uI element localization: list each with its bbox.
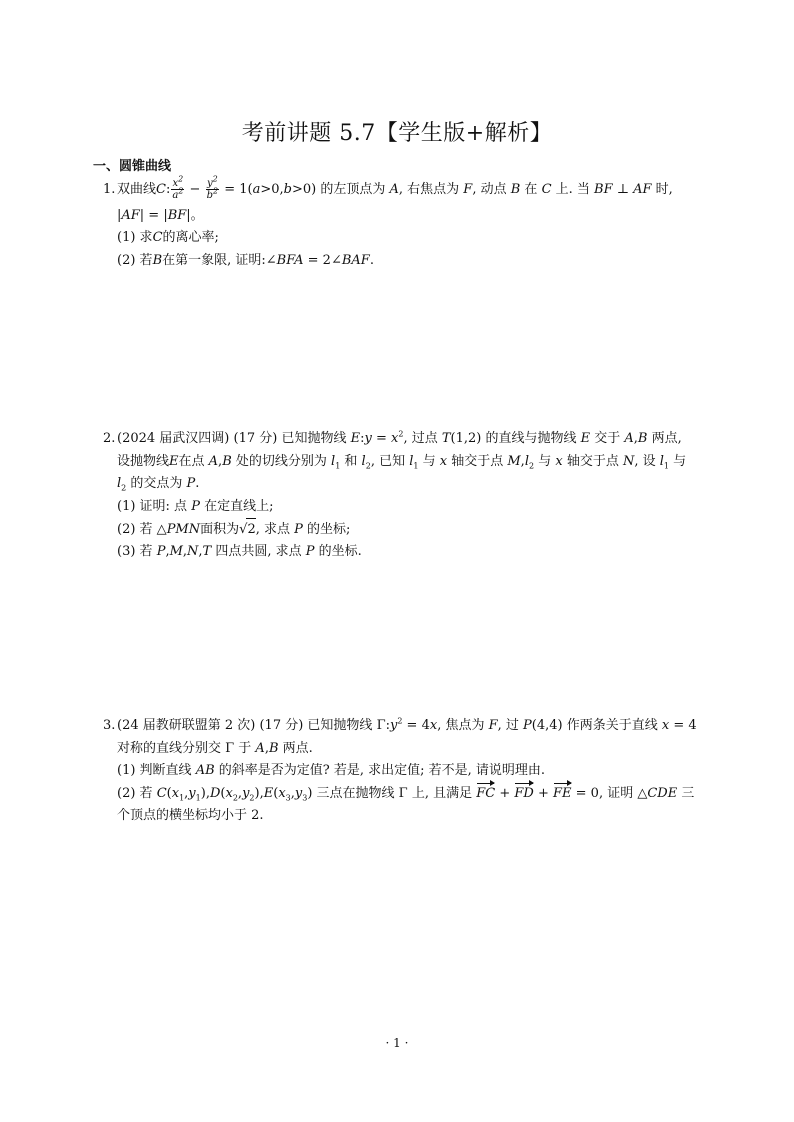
math: P xyxy=(191,498,200,514)
subscript: 2 xyxy=(249,793,255,803)
math: x xyxy=(429,718,438,733)
math: A xyxy=(389,182,399,197)
problem-number: 2. xyxy=(103,431,116,446)
text: 与 xyxy=(669,453,687,469)
problem-3-line-1 xyxy=(103,715,703,738)
math: y xyxy=(294,785,303,801)
page-title: 考前讲题 5.7【学生版+解析】 xyxy=(241,121,553,146)
math: E xyxy=(580,431,591,446)
text: , 求点 xyxy=(255,522,295,537)
text: 两点. xyxy=(278,740,313,756)
math: P xyxy=(186,476,196,491)
problem-1-question-2 xyxy=(103,250,703,273)
text: 的交点为 xyxy=(126,476,187,491)
problem-number: 3. xyxy=(103,718,116,733)
math: E xyxy=(263,785,274,801)
text: ( xyxy=(166,785,172,801)
text: 的坐标; xyxy=(302,522,351,537)
math: x xyxy=(225,785,233,801)
math: F xyxy=(488,718,498,733)
text: 对称的直线分别交 Γ 于 xyxy=(117,740,256,756)
problem-1-line-2 xyxy=(103,205,703,228)
math: C xyxy=(152,230,163,245)
exponent: 2 xyxy=(213,186,219,196)
text: + xyxy=(533,785,553,801)
problem-2-line-1 xyxy=(103,428,703,451)
math: BFA xyxy=(276,252,304,268)
text: 时, xyxy=(651,182,673,197)
math: T xyxy=(441,431,451,446)
text: , xyxy=(237,785,243,801)
math: BAF xyxy=(341,252,370,268)
math: A xyxy=(624,431,634,446)
text: ( xyxy=(220,785,226,801)
math: E xyxy=(350,431,361,446)
text: 四点共圆, 求点 xyxy=(211,543,306,559)
math: x xyxy=(172,178,179,189)
problem-1-line-1 xyxy=(103,174,703,201)
math: a xyxy=(172,190,179,201)
text: . xyxy=(369,252,374,268)
text: , xyxy=(165,543,170,559)
subscript: 1 xyxy=(413,461,419,471)
text: 在定直线上; xyxy=(199,498,274,514)
text: , 右焦点为 xyxy=(398,182,464,197)
text: 在点 xyxy=(178,453,209,469)
math: l xyxy=(361,453,366,469)
sqrt-radicand: 2 xyxy=(246,518,255,542)
subscript: 1 xyxy=(663,461,669,471)
text: + xyxy=(495,785,515,801)
problem-2-question-2 xyxy=(103,518,703,541)
math: M xyxy=(169,543,183,559)
text: (2) 若 △ xyxy=(117,522,167,537)
problem-2-line-3 xyxy=(103,473,703,496)
text: , 动点 xyxy=(472,182,511,197)
text: (4,4) 作两条关于直线 xyxy=(531,718,662,733)
text: 与 xyxy=(418,453,440,469)
subscript: 2 xyxy=(121,483,127,493)
math: y xyxy=(389,718,398,733)
text: (3) 若 xyxy=(117,543,157,559)
text: 两点, xyxy=(647,431,682,446)
exponent: 2 xyxy=(397,716,403,726)
math: B xyxy=(152,252,163,268)
text: (1) 证明: 点 xyxy=(117,498,192,514)
subscript: 2 xyxy=(528,461,535,471)
text: 轴交于点 xyxy=(562,453,623,469)
math: CDE xyxy=(647,785,678,801)
text: , xyxy=(184,785,189,801)
text: = 4 xyxy=(669,718,697,733)
math: x xyxy=(391,431,399,446)
text: ) 三点在抛物线 Γ 上, 且满足 xyxy=(307,785,477,801)
math: PMN xyxy=(166,522,201,537)
exponent: 2 xyxy=(212,174,218,184)
problem-1-question-1 xyxy=(103,227,703,250)
text: 三 xyxy=(677,785,695,801)
math: y xyxy=(188,785,196,801)
text: 在 xyxy=(520,182,542,197)
text: , xyxy=(633,431,638,446)
section-heading: 一、圆锥曲线 xyxy=(93,159,172,174)
vector-fe: FE xyxy=(553,783,572,806)
text: = xyxy=(371,431,391,446)
text: >0, xyxy=(260,182,284,197)
problem-number: 1. xyxy=(103,182,116,197)
text: (1,2) 的直线与抛物线 xyxy=(450,431,581,446)
subscript: 3 xyxy=(302,793,308,803)
text: , xyxy=(182,543,188,559)
text: = 2∠ xyxy=(303,252,342,268)
math: E xyxy=(169,453,179,469)
math: M xyxy=(507,453,521,469)
sqrt-symbol: √ xyxy=(239,522,248,537)
text: 。 xyxy=(190,207,204,223)
math: A xyxy=(255,740,265,756)
fraction-y2-b2 xyxy=(206,174,220,201)
math: N xyxy=(622,453,635,469)
math: l xyxy=(524,453,529,469)
text: − xyxy=(185,182,205,197)
problem-3-question-2 xyxy=(103,783,703,806)
text: , xyxy=(218,453,223,469)
math: F xyxy=(463,182,473,197)
exponent: 2 xyxy=(398,429,404,439)
text: 双曲线 xyxy=(117,182,157,197)
text: 面积为 xyxy=(200,522,240,537)
text: (24 届教研联盟第 2 次) (17 分) 已知抛物线 Γ: xyxy=(117,718,390,733)
problem-1 xyxy=(103,174,703,272)
text: . xyxy=(195,476,200,491)
math: a xyxy=(252,182,261,197)
text: (2) 若 xyxy=(117,785,157,801)
page-number: · 1 · xyxy=(385,1036,409,1050)
text: (2) 若 xyxy=(117,252,153,268)
text: : xyxy=(360,431,365,446)
text: 的斜率是否为定值? 若是, 求出定值; 若不是, 请说明理由. xyxy=(214,763,546,778)
math: y xyxy=(242,785,250,801)
subscript: 2 xyxy=(365,461,371,471)
text: 上. 当 xyxy=(551,182,595,197)
fraction-x2-a2 xyxy=(171,174,184,201)
text: (2024 届武汉四调) (17 分) 已知抛物线 xyxy=(117,431,351,446)
text: ( xyxy=(273,785,279,801)
math: x xyxy=(439,453,448,469)
text: 轴交于点 xyxy=(447,453,508,469)
text: >0) 的左顶点为 xyxy=(291,182,390,197)
problem-2-line-2 xyxy=(103,451,703,474)
problem-3 xyxy=(103,715,703,828)
text: 设抛物线 xyxy=(117,453,170,469)
text: , 焦点为 xyxy=(437,718,489,733)
problem-3-line-5 xyxy=(103,805,703,828)
math: y xyxy=(206,178,213,189)
subscript: 1 xyxy=(335,461,341,471)
text: = 0, 证明 △ xyxy=(571,785,648,801)
text: , xyxy=(520,453,525,469)
math: l xyxy=(331,453,336,469)
text: (1) 判断直线 xyxy=(117,763,196,778)
text: , 已知 xyxy=(370,453,410,469)
vector-fd: FD xyxy=(514,783,533,806)
math: b xyxy=(283,182,292,197)
math: P xyxy=(523,718,532,733)
math: B xyxy=(268,740,279,756)
math: P xyxy=(294,522,303,537)
math: B xyxy=(510,182,521,197)
subscript: 3 xyxy=(285,793,291,803)
text: , xyxy=(264,740,269,756)
problem-2-question-3 xyxy=(103,541,703,564)
text: 和 xyxy=(340,453,362,469)
math: l xyxy=(117,476,122,491)
text: , xyxy=(198,543,203,559)
text: (1) 求 xyxy=(117,230,153,245)
math: l xyxy=(409,453,414,469)
problem-2-question-1 xyxy=(103,496,703,519)
text: , 过点 xyxy=(403,431,442,446)
subscript: 1 xyxy=(179,793,185,803)
math: P xyxy=(305,543,315,559)
text: = 1( xyxy=(220,182,253,197)
text: 的离心率; xyxy=(162,230,219,245)
math: |AF| = |BF| xyxy=(117,207,191,223)
text: 的坐标. xyxy=(314,543,362,559)
math: B xyxy=(222,453,232,469)
text: : xyxy=(165,182,171,197)
math: A xyxy=(208,453,219,469)
math: N xyxy=(187,543,199,559)
math: P xyxy=(156,543,166,559)
math: C xyxy=(156,785,167,801)
problem-3-question-1 xyxy=(103,760,703,783)
problem-2 xyxy=(103,428,703,563)
subscript: 2 xyxy=(232,793,238,803)
math: y xyxy=(364,431,372,446)
math: C xyxy=(156,182,166,197)
subscript: 1 xyxy=(195,793,201,803)
text: 交于 xyxy=(590,431,625,446)
text: 个顶点的横坐标均小于 2. xyxy=(117,808,264,823)
text: ), xyxy=(200,785,210,801)
text: , xyxy=(290,785,295,801)
text: 在第一象限, 证明:∠ xyxy=(162,252,277,268)
vector-fc: FC xyxy=(476,783,495,806)
math: x xyxy=(278,785,286,801)
text: 处的切线分别为 xyxy=(231,453,332,469)
math: D xyxy=(209,785,221,801)
math: l xyxy=(659,453,664,469)
math: b xyxy=(206,190,213,201)
math: x xyxy=(555,453,563,469)
exponent: 2 xyxy=(178,174,184,184)
math: BF ⊥ AF xyxy=(594,182,652,197)
math: x xyxy=(661,718,670,733)
text: , 设 xyxy=(634,453,660,469)
math: C xyxy=(541,182,552,197)
math: AB xyxy=(195,763,215,778)
exponent: 2 xyxy=(178,186,184,196)
math: x xyxy=(171,785,180,801)
math: B xyxy=(637,431,648,446)
problem-3-line-2 xyxy=(103,738,703,761)
text: 与 xyxy=(534,453,556,469)
text: = 4 xyxy=(402,718,430,733)
text: ), xyxy=(254,785,264,801)
math: T xyxy=(202,543,212,559)
text: , 过 xyxy=(497,718,524,733)
